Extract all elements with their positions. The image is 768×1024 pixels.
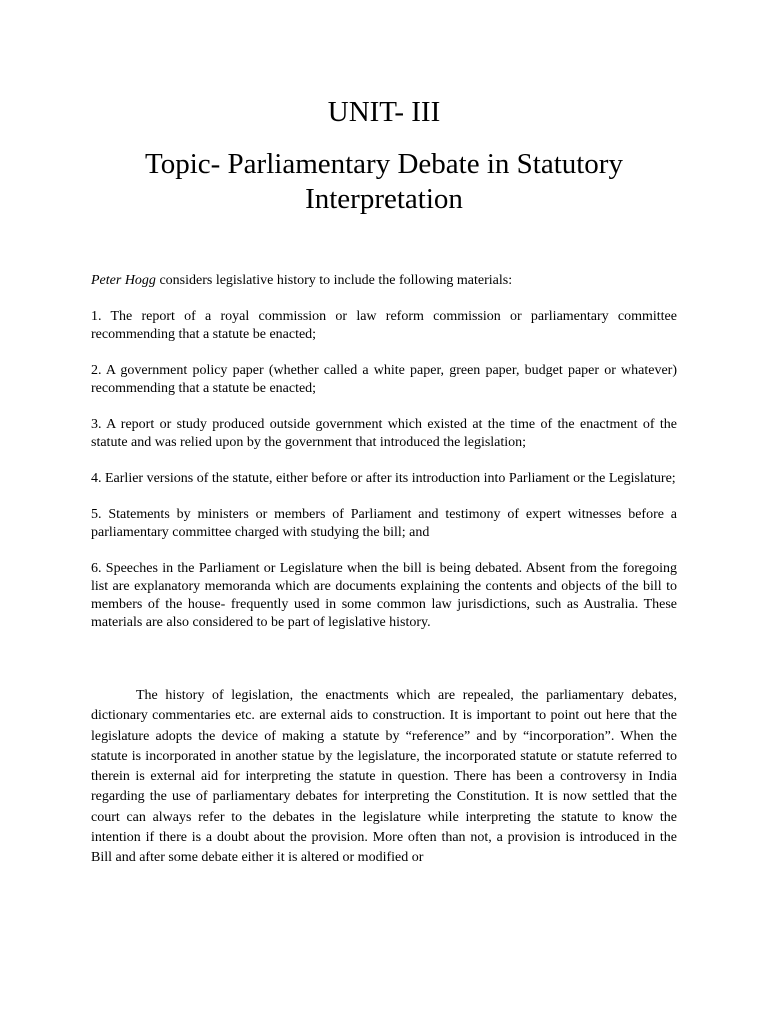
list-item: 2. A government policy paper (whether called a white paper, green paper, budget paper or whatever) recommending that a statute be enacted; [91, 363, 677, 396]
list-item: 1. The report of a royal commission or law reform commission or parliamentary committee recommending that a statute be enacted; [91, 309, 677, 342]
list-item: 5. Statements by ministers or members of Parliament and testimony of expert witnesses before a parliamentary committee charged with studying the bill; and [91, 507, 677, 540]
unit-heading: UNIT- III [327, 96, 441, 128]
list-item: 6. Speeches in the Parliament or Legislature when the bill is being debated. Absent from the foregoing list are explanatory memoranda which are documents explaining the contents and objects of the bill to members of the house- frequently used in some common law jurisdictions, such as Australia. These materials are also considered to be part of legislative history. [91, 561, 677, 630]
intro-text: considers legislative history to include the following materials: [155, 273, 513, 288]
author-name: Peter Hogg [91, 273, 156, 288]
list-item: 3. A report or study produced outside government which existed at the time of the enactment of the statute and was relied upon by the government that introduced the legislation; [91, 417, 677, 450]
list-item: 4. Earlier versions of the statute, either before or after its introduction into Parliament or the Legislature; [91, 471, 676, 486]
topic-heading: Topic- Parliamentary Debate in Statutory Interpretation [145, 148, 623, 215]
body-paragraph: The history of legislation, the enactments which are repealed, the parliamentary debates, dictionary commentaries etc. are external aids to construction. It is important to point out here that the legislature adopts the device of making a statute by “reference” and by “incorporation”. When the statute is incorporated in another statue by the legislature, the incorporated statute or statute referred to therein is external aid for interpreting the statute in question. There has been a controversy in India regarding the use of parliamentary debates for interpreting the Constitution. It is now settled that the court can always refer to the debates in the legislature while interpreting the statute to know the intention if there is a doubt about the provision. More often than not, a provision is introduced in the Bill and after some debate either it is altered or modified or [91, 688, 677, 866]
intro-paragraph [91, 272, 677, 290]
document-body [91, 272, 677, 869]
